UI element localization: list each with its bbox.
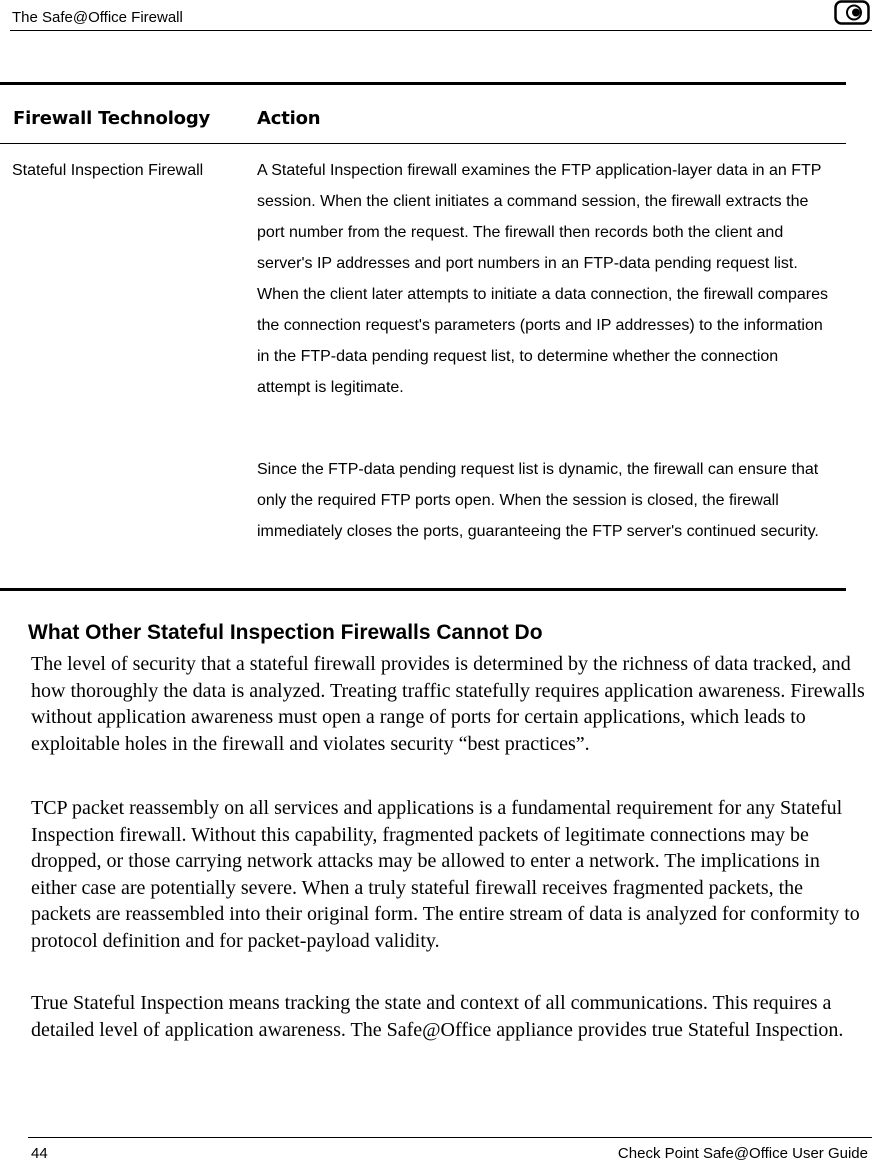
technology-cell: Stateful Inspection Firewall <box>12 162 204 179</box>
table-header-rule <box>0 143 846 144</box>
column-header-action: Action <box>257 108 321 129</box>
action-paragraph: Since the FTP-data pending request list is dynamic, the firewall can ensure that only the required FTP ports open. When the session is closed, the firewall immediately closes the ports, guaranteeing the FTP server's continued security. <box>257 461 819 540</box>
running-header-title: The Safe@Office Firewall <box>12 9 183 26</box>
footer-guide-title: Check Point Safe@Office User Guide <box>617 1145 868 1162</box>
action-paragraph: A Stateful Inspection firewall examines the FTP application-layer data in an FTP session. When the client initiates a command session, the firewall extracts the port number from the request. The firewall then records both the client and server's IP addresses and port numbers in an FTP-data pending request list. When the client later attempts to initiate a data connection, the firewall compares the connection request's parameters (ports and IP addresses) to the information in the FTP-data pending request list, to determine whether the connection attempt is legitimate. <box>257 162 828 396</box>
page-number: 44 <box>31 1145 48 1162</box>
table-top-rule <box>0 82 846 85</box>
table-bottom-rule <box>0 588 846 591</box>
section-heading: What Other Stateful Inspection Firewalls Cannot Do <box>28 621 543 644</box>
body-paragraph: The level of security that a stateful firewall provides is determined by the richness of data tracked, and how thoroughly the data is analyzed. Treating traffic statefully requires application awareness. Firewalls without application awareness must open a range of ports for certain applications, which leads to exploitable holes in the firewall and violates security “best practices”. <box>31 653 865 755</box>
footer-divider <box>28 1137 872 1138</box>
body-paragraph: TCP packet reassembly on all services and applications is a fundamental requirement for any Stateful Inspection firewall. Without this capability, fragmented packets of legitimate connections may be dropped, or those carrying network attacks may be allowed to enter a network. The implications in either case are potentially severe. When a truly stateful firewall receives fragmented packets, the packets are reassembled into their original form. The entire stream of data is analyzed for conformity to protocol definition and for packet-payload validity. <box>31 797 860 952</box>
column-header-technology: Firewall Technology <box>13 108 211 129</box>
header-divider <box>10 30 872 31</box>
body-paragraph: True Stateful Inspection means tracking the state and context of all communications. This requires a detailed level of application awareness. The Safe@Office appliance provides true Stateful Inspection. <box>31 992 844 1041</box>
check-point-logo-icon <box>834 0 870 26</box>
